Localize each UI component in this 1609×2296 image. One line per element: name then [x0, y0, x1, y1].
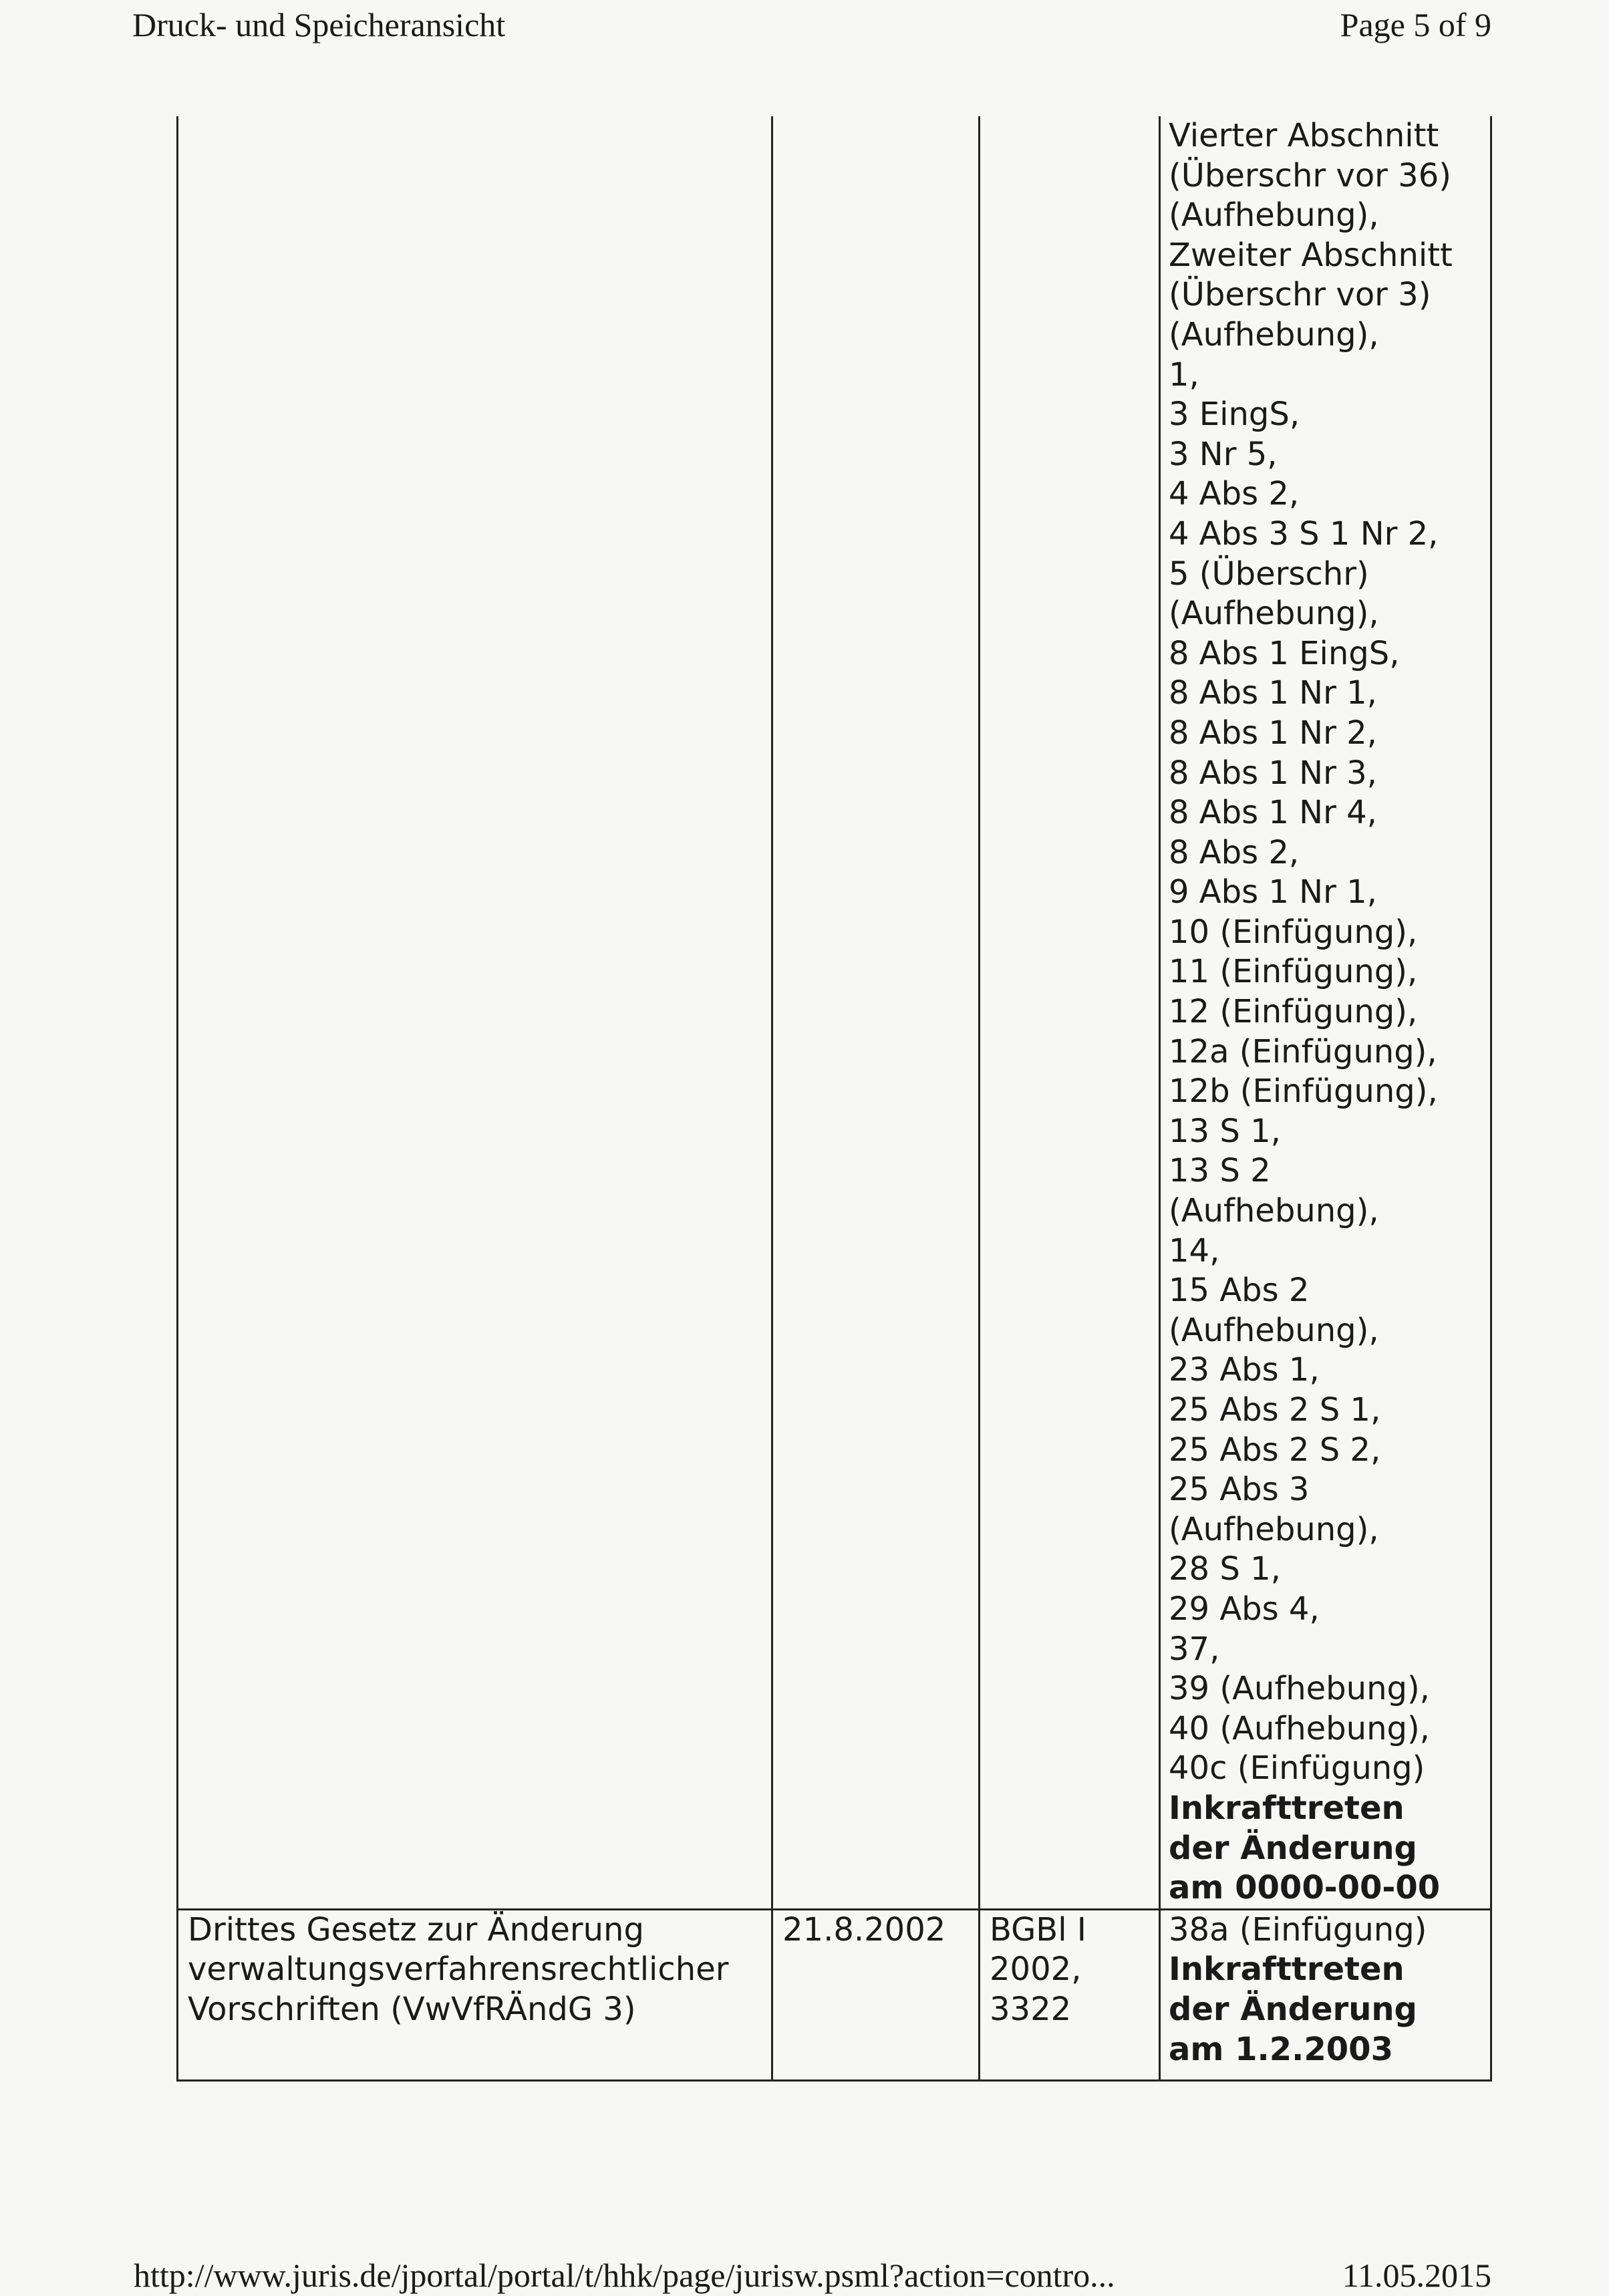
text-line: 8 Abs 1 Nr 2,: [1169, 714, 1377, 752]
text-line: 12 (Einfügung),: [1169, 993, 1418, 1031]
changes-cell: [1160, 1909, 1491, 2080]
text-line: 5 (Überschr): [1169, 555, 1369, 593]
changes-list: [1169, 116, 1490, 1789]
print-footer: [134, 2256, 1491, 2296]
text-line: (Überschr vor 36): [1169, 156, 1451, 194]
text-line: BGBl I: [990, 1910, 1086, 1949]
text-line: (Aufhebung),: [1169, 315, 1379, 353]
text-line: Inkrafttreten: [1169, 1789, 1405, 1827]
text-line: Vierter Abschnitt: [1169, 117, 1439, 154]
table-row: [178, 116, 1491, 1909]
text-line: 38a (Einfügung): [1169, 1910, 1427, 1949]
text-line: 25 Abs 2 S 2,: [1169, 1431, 1381, 1469]
text-line: 4 Abs 3 S 1 Nr 2,: [1169, 515, 1439, 553]
text-line: 3 EingS,: [1169, 396, 1300, 434]
source-cell: [980, 1909, 1160, 2080]
text-line: 13 S 2: [1169, 1152, 1271, 1190]
text-line: 12a (Einfügung),: [1169, 1032, 1437, 1070]
source-url: http://www.juris.de/jportal/portal/t/hhk/page/jurisw.psml?action=contro...: [134, 2257, 1115, 2294]
text-line: 37,: [1169, 1630, 1220, 1668]
text-line: 29 Abs 4,: [1169, 1590, 1320, 1628]
text-line: 23 Abs 1,: [1169, 1351, 1320, 1389]
text-line: 10 (Einfügung),: [1169, 913, 1418, 951]
gazette-reference: [990, 1910, 1159, 2030]
text-line: 1,: [1169, 355, 1199, 394]
text-line: der Änderung: [1169, 1829, 1417, 1867]
date-cell: [772, 1909, 980, 2080]
changes-cell: [1160, 116, 1491, 1909]
text-line: Inkrafttreten: [1169, 1951, 1405, 1989]
text-line: 3322: [990, 1990, 1072, 2028]
text-line: verwaltungsverfahrensrechtlicher: [188, 1951, 729, 1989]
text-line: Drittes Gesetz zur Änderung: [188, 1910, 644, 1949]
text-line: 12b (Einfügung),: [1169, 1072, 1438, 1111]
law-date: 21.8.2002: [782, 1910, 946, 1949]
print-date: 11.05.2015: [1342, 2257, 1491, 2294]
text-line: 13 S 1,: [1169, 1112, 1281, 1150]
text-line: 39 (Aufhebung),: [1169, 1670, 1430, 1708]
text-line: 11 (Einfügung),: [1169, 953, 1418, 991]
law-cell: [178, 116, 772, 1909]
changes-list: [1169, 1910, 1490, 1951]
text-line: 15 Abs 2: [1169, 1272, 1310, 1310]
text-line: 40c (Einfügung): [1169, 1749, 1425, 1787]
effective-note: [1169, 1789, 1490, 1908]
source-cell: [980, 116, 1160, 1909]
text-line: 28 S 1,: [1169, 1550, 1281, 1588]
text-line: am 0000-00-00: [1169, 1869, 1441, 1907]
text-line: 9 Abs 1 Nr 1,: [1169, 873, 1377, 911]
text-line: 8 Abs 1 Nr 3,: [1169, 754, 1377, 792]
date-cell: [772, 116, 980, 1909]
text-line: (Überschr vor 3): [1169, 276, 1431, 314]
effective-note: [1169, 1950, 1490, 2069]
text-line: 2002,: [990, 1951, 1082, 1989]
text-line: Zweiter Abschnitt: [1169, 236, 1453, 274]
text-line: (Aufhebung),: [1169, 1510, 1379, 1548]
text-line: der Änderung: [1169, 1990, 1417, 2028]
text-line: (Aufhebung),: [1169, 1311, 1379, 1349]
text-line: Vorschriften (VwVfRÄndG 3): [188, 1990, 636, 2028]
text-line: 25 Abs 2 S 1,: [1169, 1391, 1381, 1429]
text-line: 3 Nr 5,: [1169, 435, 1278, 473]
table-row: [178, 1909, 1491, 2080]
text-line: (Aufhebung),: [1169, 595, 1379, 633]
print-header: [132, 5, 1491, 59]
text-line: 8 Abs 2,: [1169, 833, 1300, 871]
print-title: Druck- und Speicheransicht: [132, 6, 506, 43]
amendment-table: [176, 116, 1492, 2082]
text-line: 40 (Aufhebung),: [1169, 1709, 1430, 1747]
text-line: 14,: [1169, 1232, 1220, 1270]
law-title: [188, 1910, 771, 2030]
text-line: 8 Abs 1 EingS,: [1169, 634, 1400, 672]
text-line: (Aufhebung),: [1169, 1192, 1379, 1230]
text-line: 8 Abs 1 Nr 4,: [1169, 794, 1377, 832]
law-cell: [178, 1909, 772, 2080]
text-line: am 1.2.2003: [1169, 2030, 1393, 2068]
text-line: (Aufhebung),: [1169, 196, 1379, 235]
text-line: 8 Abs 1 Nr 1,: [1169, 674, 1377, 712]
text-line: 25 Abs 3: [1169, 1471, 1310, 1509]
text-line: 4 Abs 2,: [1169, 475, 1300, 513]
page-number: Page 5 of 9: [1340, 6, 1491, 43]
